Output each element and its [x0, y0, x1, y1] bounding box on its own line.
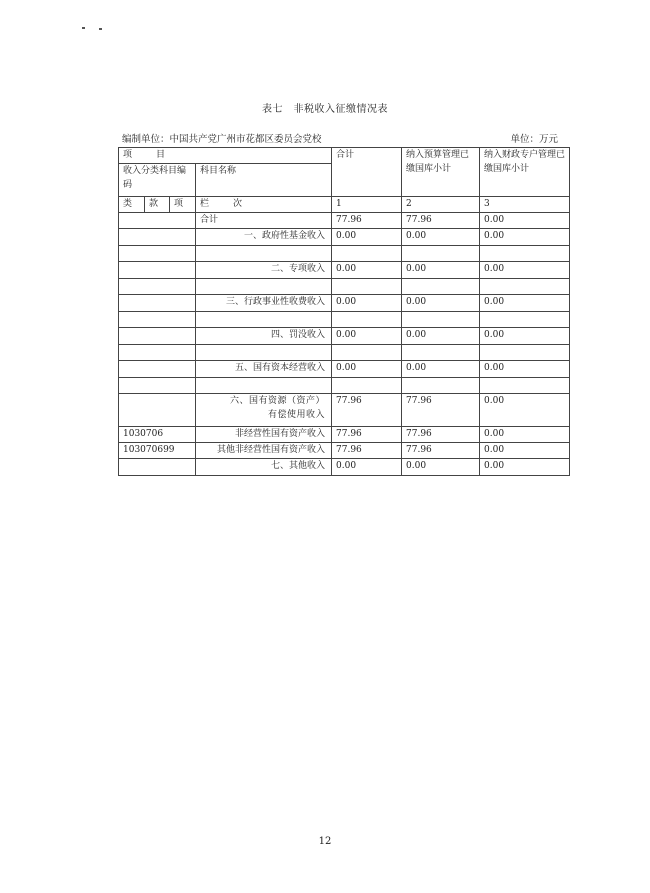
- table-row: [119, 427, 570, 443]
- row-total: 0.00: [332, 229, 402, 246]
- row-code: [119, 262, 196, 279]
- row-code: [119, 361, 196, 378]
- row-total: 0.00: [332, 262, 402, 279]
- row-code: [119, 328, 196, 345]
- row-name: 四、罚没收入: [196, 328, 332, 345]
- page-number: 12: [318, 836, 332, 847]
- row-name: 六、国有资源（资产）有偿使用收入: [196, 394, 332, 427]
- row-fiscal: 0.00: [480, 229, 570, 246]
- header-item: 项 目: [119, 148, 332, 164]
- row-fiscal: 0.00: [480, 361, 570, 378]
- table-row: [119, 328, 570, 345]
- row-name: 合计: [196, 213, 332, 229]
- row-budget: 0.00: [402, 295, 480, 312]
- row-code: 1030706: [119, 427, 196, 443]
- row-total: 77.96: [332, 427, 402, 443]
- blank-row: [119, 312, 570, 328]
- row-budget: 77.96: [402, 394, 480, 427]
- row-name: 非经营性国有资产收入: [196, 427, 332, 443]
- row-total: 0.00: [332, 459, 402, 476]
- header-kuan: 款: [145, 197, 170, 213]
- row-code: [119, 295, 196, 312]
- row-name: 五、国有资本经营收入: [196, 361, 332, 378]
- row-code: [119, 459, 196, 476]
- header-total: 合计: [332, 148, 402, 197]
- col-number-2: 2: [402, 197, 480, 213]
- row-fiscal: 0.00: [480, 427, 570, 443]
- row-total: 0.00: [332, 328, 402, 345]
- header-xiang: 项: [170, 197, 196, 213]
- row-fiscal: 0.00: [480, 262, 570, 279]
- row-fiscal: 0.00: [480, 459, 570, 476]
- row-budget: 77.96: [402, 213, 480, 229]
- row-name: 七、其他收入: [196, 459, 332, 476]
- header-fiscal: 纳入财政专户管理已缴国库小计: [480, 148, 570, 197]
- row-total: 0.00: [332, 295, 402, 312]
- row-budget: 0.00: [402, 361, 480, 378]
- scan-speck: [99, 28, 102, 30]
- row-fiscal: 0.00: [480, 443, 570, 459]
- row-total: 77.96: [332, 443, 402, 459]
- row-fiscal: 0.00: [480, 394, 570, 427]
- header-lanci: 栏 次: [196, 197, 332, 213]
- col-number-3: 3: [480, 197, 570, 213]
- row-total: 0.00: [332, 361, 402, 378]
- compiling-unit: 编制单位：中国共产党广州市花都区委员会党校: [122, 134, 322, 145]
- non-tax-revenue-table: [118, 147, 570, 476]
- table-row: [119, 229, 570, 246]
- blank-row: [119, 246, 570, 262]
- row-total: 77.96: [332, 394, 402, 427]
- header-lei: 类: [119, 197, 145, 213]
- row-budget: 77.96: [402, 427, 480, 443]
- row-code: [119, 229, 196, 246]
- header-name-label: 科目名称: [196, 164, 332, 197]
- row-fiscal: 0.00: [480, 328, 570, 345]
- table-row: [119, 459, 570, 476]
- header-budget: 纳入预算管理已缴国库小计: [402, 148, 480, 197]
- row-fiscal: 0.00: [480, 213, 570, 229]
- row-budget: 77.96: [402, 443, 480, 459]
- row-code: [119, 213, 196, 229]
- header-code-label: 收入分类科目编码: [119, 164, 196, 197]
- table-row: [119, 213, 570, 229]
- table-row: [119, 361, 570, 378]
- row-budget: 0.00: [402, 328, 480, 345]
- row-code: [119, 394, 196, 427]
- scan-speck: [82, 27, 85, 29]
- row-budget: 0.00: [402, 229, 480, 246]
- row-name: 一、政府性基金收入: [196, 229, 332, 246]
- blank-row: [119, 279, 570, 295]
- row-fiscal: 0.00: [480, 295, 570, 312]
- currency-unit: 单位：万元: [510, 134, 558, 145]
- col-number-1: 1: [332, 197, 402, 213]
- row-name: 其他非经营性国有资产收入: [196, 443, 332, 459]
- table-title: 表七 非税收入征缴情况表: [262, 104, 388, 115]
- table-row: [119, 394, 570, 427]
- row-code: 103070699: [119, 443, 196, 459]
- row-name: 二、专项收入: [196, 262, 332, 279]
- row-budget: 0.00: [402, 459, 480, 476]
- blank-row: [119, 378, 570, 394]
- row-name: 三、行政事业性收费收入: [196, 295, 332, 312]
- table-row: [119, 262, 570, 279]
- table-row: [119, 295, 570, 312]
- blank-row: [119, 345, 570, 361]
- table-row: [119, 443, 570, 459]
- row-total: 77.96: [332, 213, 402, 229]
- row-budget: 0.00: [402, 262, 480, 279]
